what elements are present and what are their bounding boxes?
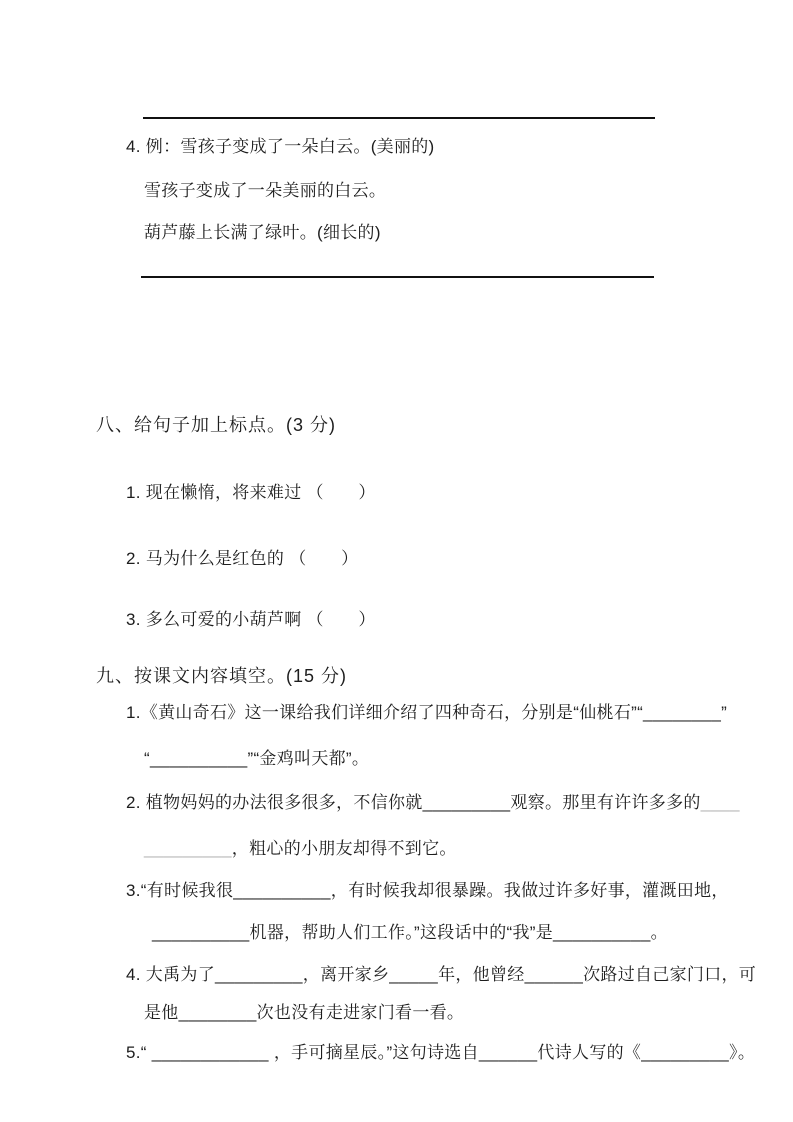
section9-item4-line1: 4. 大禹为了_________，离开家乡_____年，他曾经______次路过自己家门口，可 [126, 965, 757, 984]
answer-rule-top [143, 117, 655, 119]
section9-item5-line1: 5.“ ____________ ，手可摘星辰。”这句诗选自______代诗人写的《_________》。 [126, 1043, 756, 1062]
example-answer-line: 雪孩子变成了一朵美丽的白云。 [144, 181, 387, 200]
section9-item2-line2-blank: _________ [144, 839, 232, 858]
section9-heading: 九、按课文内容填空。(15 分) [96, 666, 348, 686]
section9-item2-line2-text: ，粗心的小朋友却得不到它。 [231, 839, 457, 858]
section8-item-1: 1. 现在懒惰，将来难过 （ ） [126, 483, 376, 502]
section8-item-2: 2. 马为什么是红色的 （ ） [126, 549, 359, 568]
answer-rule-bottom [141, 276, 654, 278]
section9-item2-line2 [144, 837, 457, 861]
section9-item1-line2: “__________”“金鸡叫天都”。 [144, 749, 370, 768]
section8-heading: 八、给句子加上标点。(3 分) [96, 415, 336, 435]
section8-item-3: 3. 多么可爱的小葫芦啊 （ ） [126, 610, 376, 629]
example-exercise-line: 葫芦藤上长满了绿叶。(细长的) [144, 223, 381, 242]
section9-item3-line2: __________机器，帮助人们工作。”这段话中的“我”是__________。 [152, 923, 668, 942]
section9-item2-line1 [126, 791, 740, 815]
section9-item1-line1: 1.《黄山奇石》这一课给我们详细介绍了四种奇石，分别是“仙桃石”“________” [126, 703, 728, 722]
section9-item3-line1: 3.“有时候我很__________，有时候我却很暴躁。我做过许多好事，灌溉田地， [126, 881, 729, 900]
section9-item2-line1-blank: ____ [700, 793, 740, 812]
section9-item2-line1-text: 2. 植物妈妈的办法很多很多，不信你就_________观察。那里有许许多多的 [126, 793, 701, 812]
example-item-4: 4. 例：雪孩子变成了一朵白云。(美丽的) [126, 137, 435, 156]
section9-item4-line2: 是他________次也没有走进家门看一看。 [144, 1003, 465, 1022]
